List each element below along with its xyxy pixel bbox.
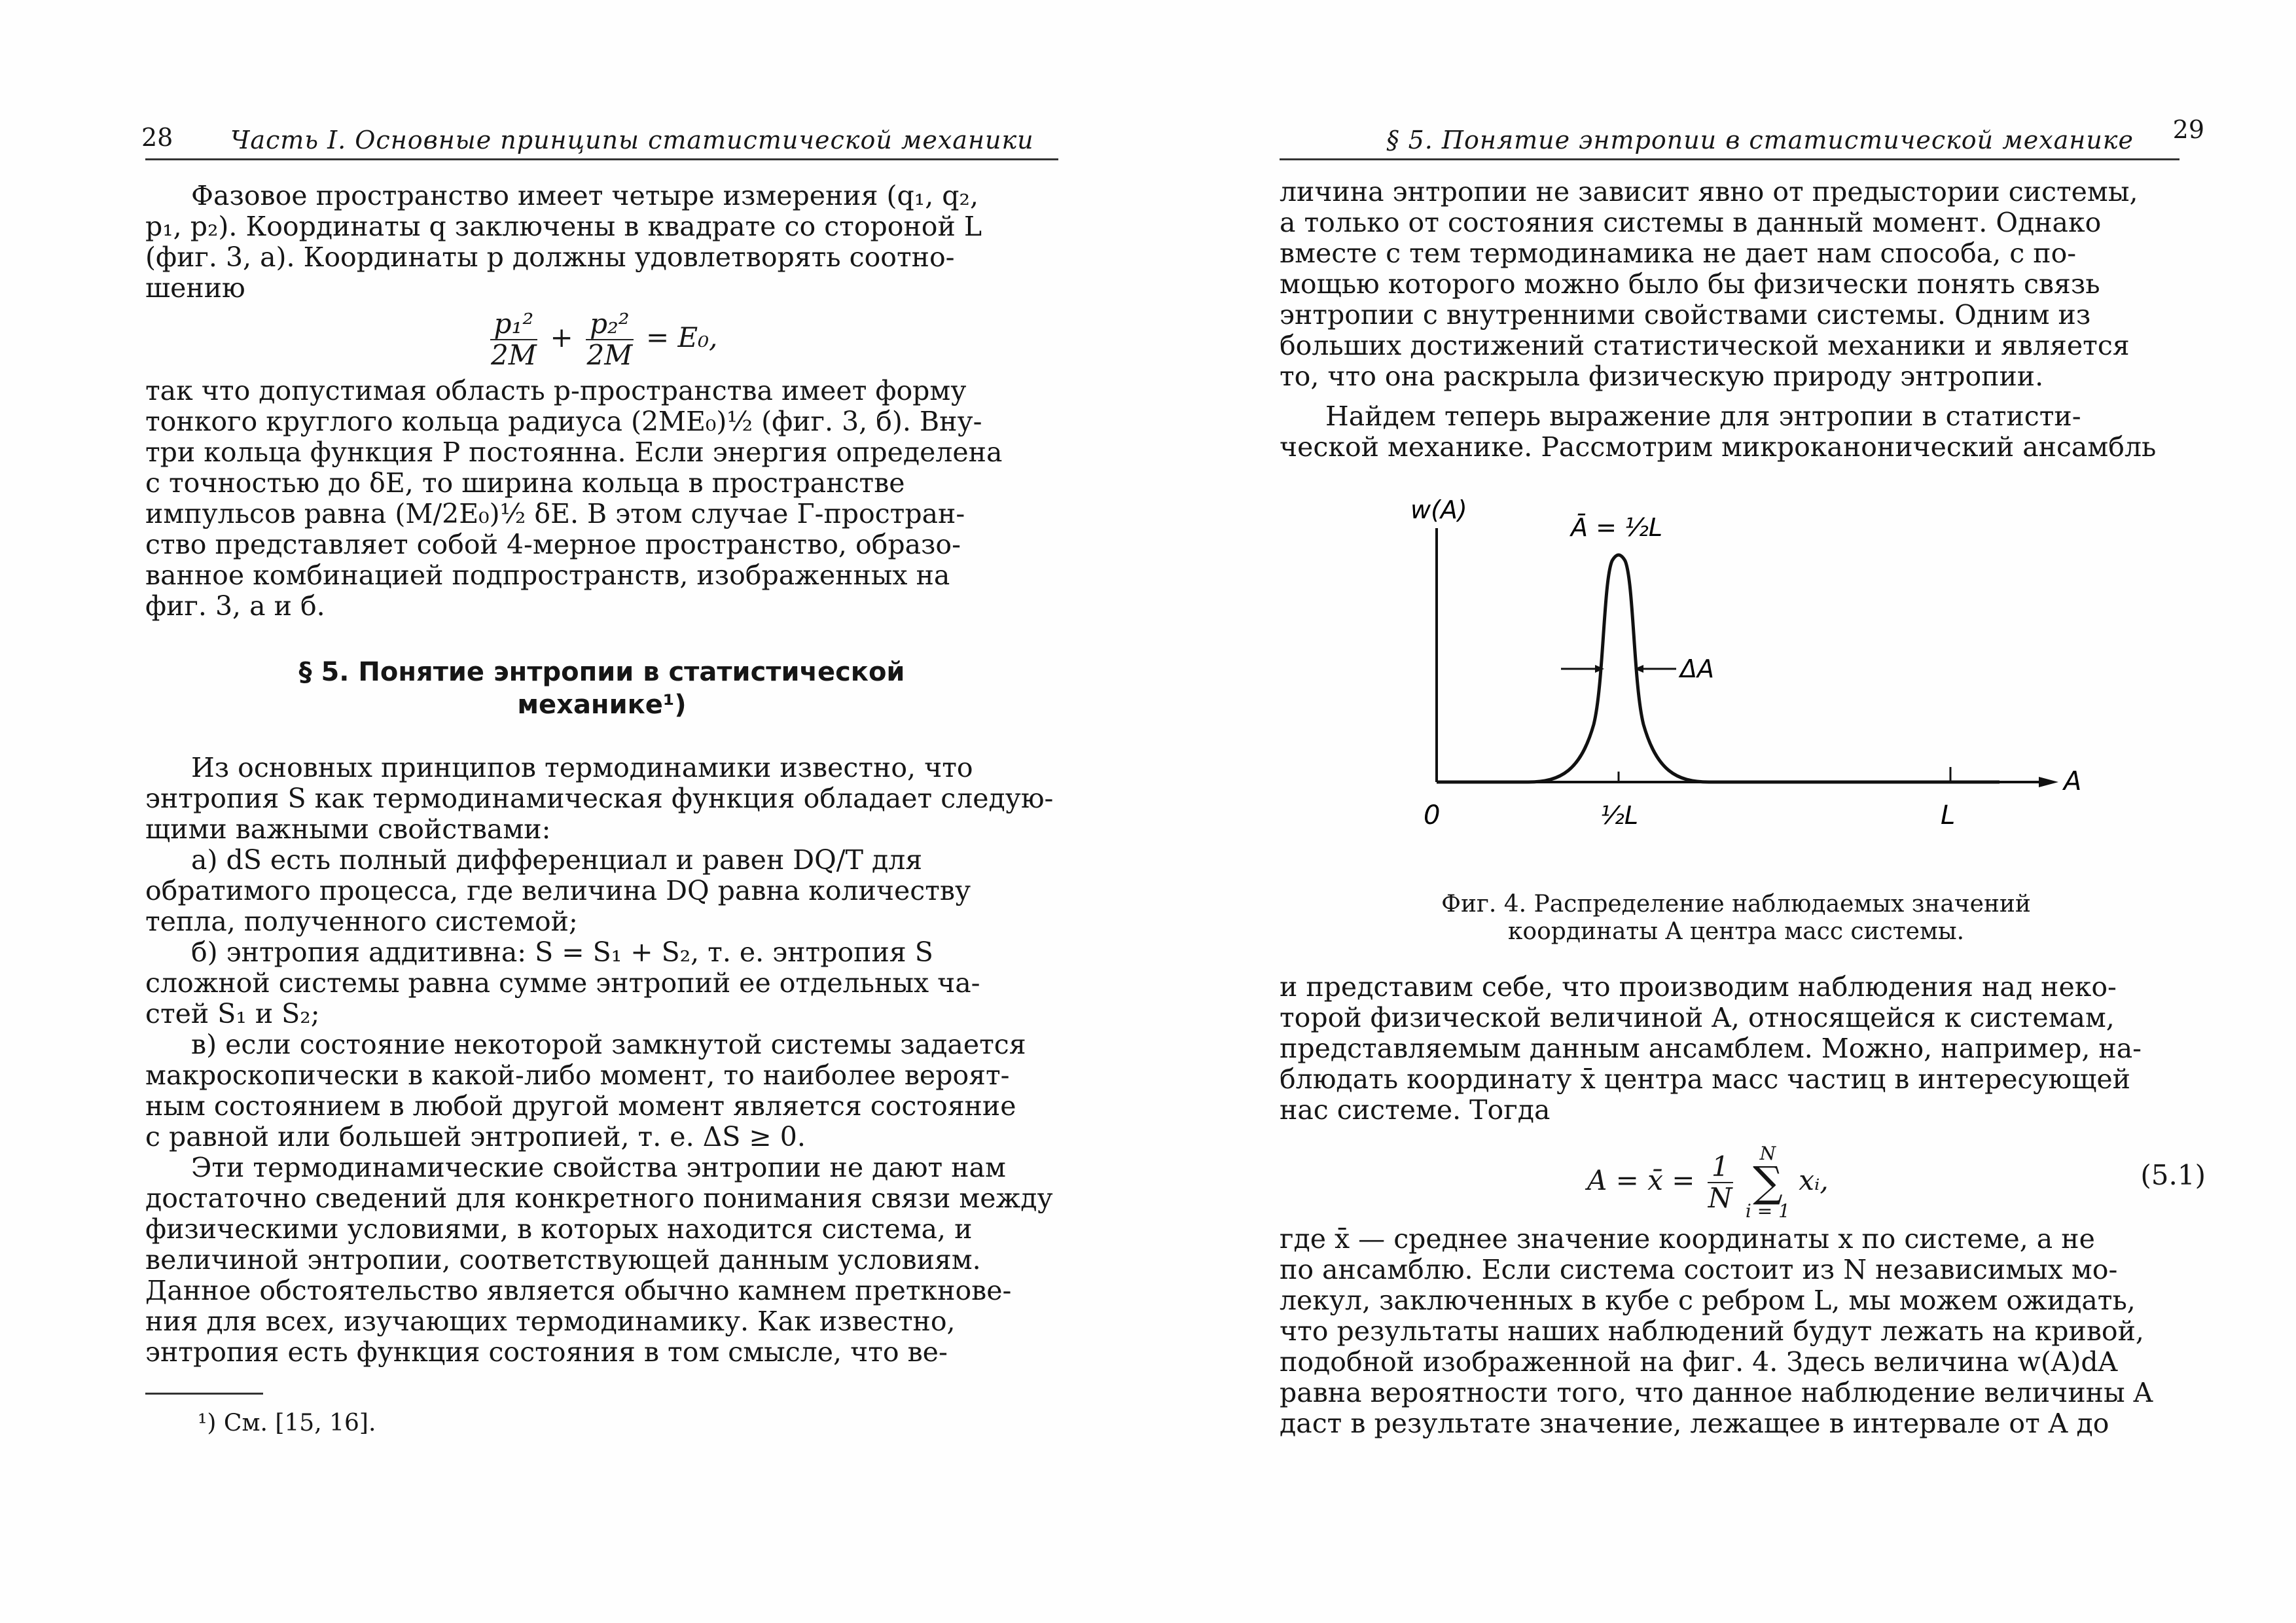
final-line: по ансамблю. Если система состоит из N независимых мо- bbox=[1280, 1254, 2118, 1285]
left-running-title: Часть I. Основные принципы статистической механики bbox=[230, 126, 1034, 154]
para2-line: ческой механике. Рассмотрим микроканонический ансамбль bbox=[1280, 431, 2157, 463]
section-line: энтропия S как термодинамическая функция обладает следую- bbox=[145, 783, 1054, 814]
right-head-rule bbox=[1280, 158, 2179, 160]
after-fig-line: и представим себе, что производим наблюдения над неко- bbox=[1280, 971, 2117, 1003]
caption-line: координаты A центра масс системы. bbox=[1507, 918, 1965, 945]
sum-upper-limit: N bbox=[1759, 1143, 1776, 1164]
after-fig-line: блюдать координату x̄ центра масс частиц в интересующей bbox=[1280, 1063, 2131, 1095]
section-heading bbox=[145, 656, 1058, 721]
plus-sign: + bbox=[550, 321, 573, 353]
numerator: 1 bbox=[1708, 1152, 1733, 1183]
para2-line: Найдем теперь выражение для энтропии в статисти- bbox=[1325, 401, 2081, 432]
denominator: N bbox=[1708, 1182, 1732, 1214]
section-title-line: механике¹) bbox=[517, 690, 687, 720]
after-fig-line: торой физической величиной A, относящейся к системам, bbox=[1280, 1002, 2115, 1033]
figure-caption bbox=[1280, 891, 2193, 946]
closing-line: энтропия есть функция состояния в том смысле, что ве- bbox=[145, 1336, 948, 1368]
intro-line: p₁, p₂). Координаты q заключены в квадрате со стороной L bbox=[145, 211, 982, 242]
sigma-symbol: ∑ bbox=[1753, 1158, 1783, 1207]
fraction bbox=[586, 309, 634, 370]
left-page bbox=[141, 111, 1058, 1438]
item-c-line: ным состоянием в любой другой момент является состояние bbox=[145, 1090, 1016, 1122]
final-line: лекул, заключенных в кубе с ребром L, мы можем ожидать, bbox=[1280, 1285, 2136, 1316]
item-a-line: обратимого процесса, где величина DQ равна количеству bbox=[145, 875, 971, 906]
top-line: энтропии с внутренними свойствами системы. Одним из bbox=[1280, 299, 2091, 330]
sum-lower-limit: i = 1 bbox=[1745, 1200, 1790, 1222]
intro-line: шению bbox=[145, 272, 245, 304]
after-eq-line: три кольца функция P постоянна. Если энергия определена bbox=[145, 437, 1003, 468]
after-eq-line: фиг. 3, а и б. bbox=[145, 590, 325, 622]
right-running-head bbox=[1280, 111, 2204, 158]
closing-line: Данное обстоятельство является обычно камнем преткнове- bbox=[145, 1275, 1012, 1306]
closing-line: величиной энтропии, соответствующей данным условиям. bbox=[145, 1244, 981, 1275]
left-head-rule bbox=[145, 158, 1058, 160]
final-line: даст в результате значение, лежащее в интервале от A до bbox=[1280, 1408, 2109, 1439]
fraction bbox=[490, 309, 538, 370]
denominator: 2M bbox=[586, 339, 633, 371]
peak-curve bbox=[1437, 555, 2000, 782]
caption-line: Фиг. 4. Распределение наблюдаемых значений bbox=[1441, 891, 2031, 918]
footnote-rule bbox=[145, 1393, 263, 1395]
left-body bbox=[145, 181, 1058, 1438]
item-b-line: стей S₁ и S₂; bbox=[145, 998, 320, 1029]
top-line: то, что она раскрыла физическую природу энтропии. bbox=[1280, 361, 2044, 392]
numerator: p₁² bbox=[490, 309, 538, 340]
after-eq-line: импульсов равна (M/2E₀)½ δE. В этом случае Г-простран- bbox=[145, 498, 965, 529]
closing-line: Эти термодинамические свойства энтропии не дают нам bbox=[191, 1152, 1006, 1183]
mid-label: ½L bbox=[1600, 801, 1639, 830]
width-label: ΔA bbox=[1680, 654, 1714, 683]
final-line: равна вероятности того, что данное наблюдение величины A bbox=[1280, 1377, 2153, 1408]
y-axis-label: w(A) bbox=[1410, 495, 1467, 524]
after-eq-line: с точностью до δE, то ширина кольца в пространстве bbox=[145, 467, 905, 499]
footnote: ¹) См. [15, 16]. bbox=[198, 1410, 376, 1436]
closing-line: ния для всех, изучающих термодинамику. Как известно, bbox=[145, 1306, 956, 1337]
item-c-line: в) если состояние некоторой замкнутой системы задается bbox=[191, 1029, 1026, 1060]
left-page-number: 28 bbox=[141, 123, 173, 152]
top-line: больших достижений статистической механики и является bbox=[1280, 330, 2130, 361]
top-line: вместе с тем термодинамика не дает нам способа, с по- bbox=[1280, 238, 2077, 269]
after-eq-line: ство представляет собой 4-мерное пространство, образо- bbox=[145, 529, 961, 560]
numerator: p₂² bbox=[586, 309, 634, 340]
denominator: 2M bbox=[491, 339, 537, 371]
energy-equation bbox=[145, 309, 1058, 370]
x-axis-label: A bbox=[2064, 766, 2082, 796]
closing-line: физическими условиями, в которых находится система, и bbox=[145, 1213, 973, 1245]
top-line: а только от состояния системы в данный момент. Однако bbox=[1280, 207, 2102, 238]
intro-line: Фазовое пространство имеет четыре измерения (q₁, q₂, bbox=[191, 180, 978, 211]
section-line: Из основных принципов термодинамики известно, что bbox=[191, 752, 973, 783]
end-label: L bbox=[1941, 800, 1956, 830]
sum-term: xᵢ, bbox=[1799, 1164, 1829, 1196]
fraction bbox=[1708, 1152, 1733, 1213]
right-body bbox=[1280, 176, 2206, 1439]
distribution-plot bbox=[1280, 463, 2193, 888]
section-line: щими важными свойствами: bbox=[145, 813, 551, 845]
after-eq-line: ванное комбинацией подпространств, изображенных на bbox=[145, 560, 950, 591]
origin-label: 0 bbox=[1424, 800, 1441, 830]
after-fig-line: нас системе. Тогда bbox=[1280, 1094, 1551, 1126]
item-c-line: с равной или большей энтропией, т. е. ΔS ≥ 0. bbox=[145, 1121, 806, 1152]
item-b-line: сложной системы равна сумме энтропий ее отдельных ча- bbox=[145, 967, 980, 999]
equation-formula bbox=[1587, 1144, 1829, 1221]
final-line: подобной изображенной на фиг. 4. Здесь величина w(A)dA bbox=[1280, 1346, 2118, 1378]
top-line: личина энтропии не зависит явно от предыстории системы, bbox=[1280, 176, 2138, 207]
left-running-head bbox=[141, 111, 1058, 158]
right-running-title: § 5. Понятие энтропии в статистической механике bbox=[1386, 126, 2134, 154]
equation-5-1 bbox=[1280, 1126, 2206, 1224]
x-axis-arrow bbox=[2039, 777, 2058, 787]
final-line: что результаты наших наблюдений будут лежать на кривой, bbox=[1280, 1315, 2144, 1347]
intro-line: (фиг. 3, а). Координаты p должны удовлетворять соотно- bbox=[145, 241, 955, 273]
after-eq-line: так что допустимая область p-пространства имеет форму bbox=[145, 375, 967, 406]
figure-4 bbox=[1280, 463, 2193, 888]
section-title-line: § 5. Понятие энтропии в статистической bbox=[298, 657, 905, 687]
item-a-line: а) dS есть полный дифференциал и равен DQ/T для bbox=[191, 844, 923, 876]
right-page-number: 29 bbox=[2172, 115, 2204, 144]
equation-number: (5.1) bbox=[2140, 1159, 2206, 1191]
final-line: где x̄ — среднее значение координаты x по системе, а не bbox=[1280, 1223, 2095, 1255]
right-page bbox=[1280, 111, 2206, 1439]
peak-label: Ā = ½L bbox=[1571, 513, 1662, 542]
equation-rhs: = E₀, bbox=[646, 321, 718, 353]
item-c-line: макроскопически в какой-либо момент, то наиболее вероят- bbox=[145, 1060, 1010, 1091]
after-eq-line: тонкого круглого кольца радиуса (2ME₀)½ (фиг. 3, б). Вну- bbox=[145, 406, 982, 437]
closing-line: достаточно сведений для конкретного понимания связи между bbox=[145, 1183, 1053, 1214]
after-fig-line: представляемым данным ансамблем. Можно, например, на- bbox=[1280, 1033, 2142, 1064]
summation bbox=[1746, 1144, 1790, 1221]
top-line: мощью которого можно было бы физически понять связь bbox=[1280, 268, 2100, 300]
item-a-line: тепла, полученного системой; bbox=[145, 906, 578, 937]
equation-lhs: A = x̄ = bbox=[1587, 1164, 1695, 1196]
item-b-line: б) энтропия аддитивна: S = S₁ + S₂, т. е. энтропия S bbox=[191, 936, 933, 968]
